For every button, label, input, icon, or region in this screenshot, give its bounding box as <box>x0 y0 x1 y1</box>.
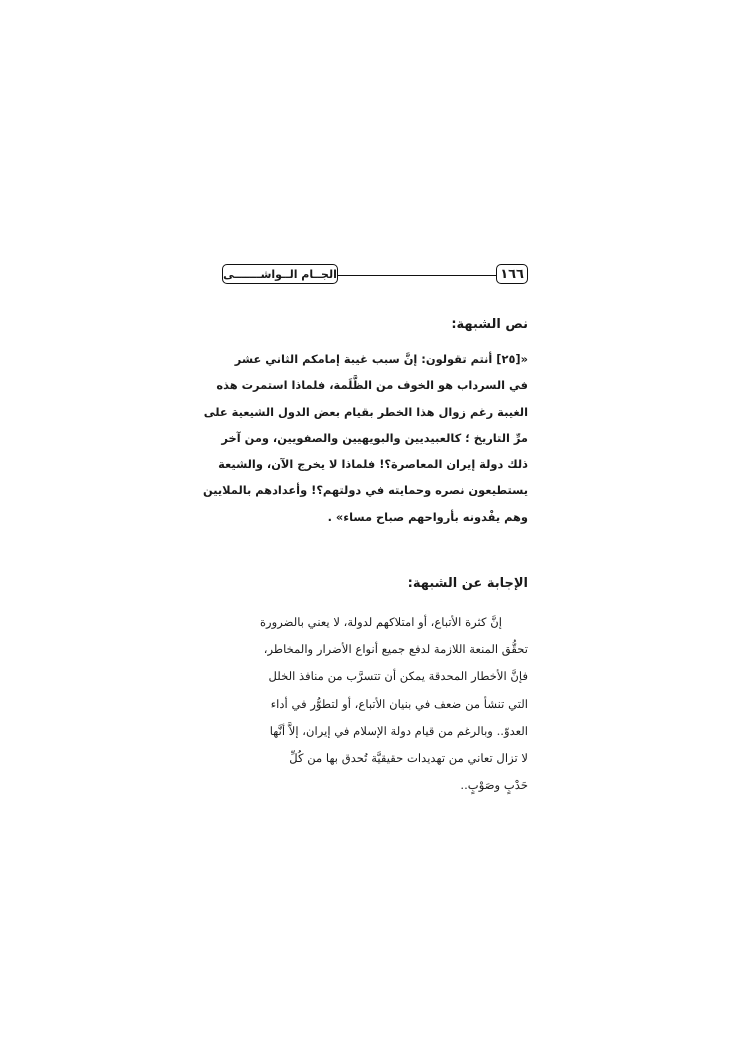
doubt-line: في السرداب هو الخوف من الظَّلَمة، فلماذا استمرت هذه <box>216 378 528 393</box>
answer-line: حَدْبٍ وصَوْبٍ.. <box>460 778 528 793</box>
doubt-line: يستطيعون نصره وحمايته في دولتهم؟! وأعدادهم بالملايين <box>202 483 528 498</box>
doubt-line: مرِّ التاريخ ؛ كالعبيديين والبويهيين والصفويين، ومن آخر <box>221 430 528 445</box>
doubt-line: «[٢٥] أنتم تقولون: إنَّ سبب غيبة إمامكم الثاني عشر <box>234 352 528 366</box>
doubt-line: ذلك دولة إيران المعاصرة؟! فلماذا لا يخرج الآن، والشيعة <box>218 457 528 472</box>
running-header <box>222 264 528 288</box>
answer-line: التي تنشأ من ضعف في بنيان الأتباع، أو لتطوُّر في أداء <box>270 696 528 711</box>
doubt-line: الغيبة رغم زوال هذا الخطر بقيام بعض الدول الشيعية على <box>203 404 528 419</box>
page-number: ١٦٦ <box>496 264 528 284</box>
answer-line: لا تزال تعاني من تهديدات حقيقيَّة تُحدق بها من كُلِّ <box>289 751 528 766</box>
answer-text <box>222 609 528 799</box>
answer-line: إنَّ كثرة الأتباع، أو امتلاكهم لدولة، لا يعني بالضرورة <box>259 615 502 630</box>
answer-heading: الإجابة عن الشبهة: <box>407 576 528 592</box>
doubt-text <box>202 346 528 530</box>
doubt-line: وهم يفْدونه بأرواحهم صباح مساء» . <box>327 509 528 524</box>
answer-line: فإنَّ الأخطار المحدقة يمكن أن تتسرَّب من منافذ الخلل <box>268 669 528 684</box>
answer-line: العدوّ.. وبالرغم من قيام دولة الإسلام في إيران، إلاَّ أنَّها <box>269 723 528 738</box>
answer-line: تحقُّق المنعة اللازمة لدفع جميع أنواع الأضرار والمخاطر، <box>263 642 528 657</box>
doubt-heading: نص الشبهة: <box>451 317 528 332</box>
book-page <box>202 264 528 800</box>
book-title: الجــام الــواشـــــــى <box>222 264 338 284</box>
